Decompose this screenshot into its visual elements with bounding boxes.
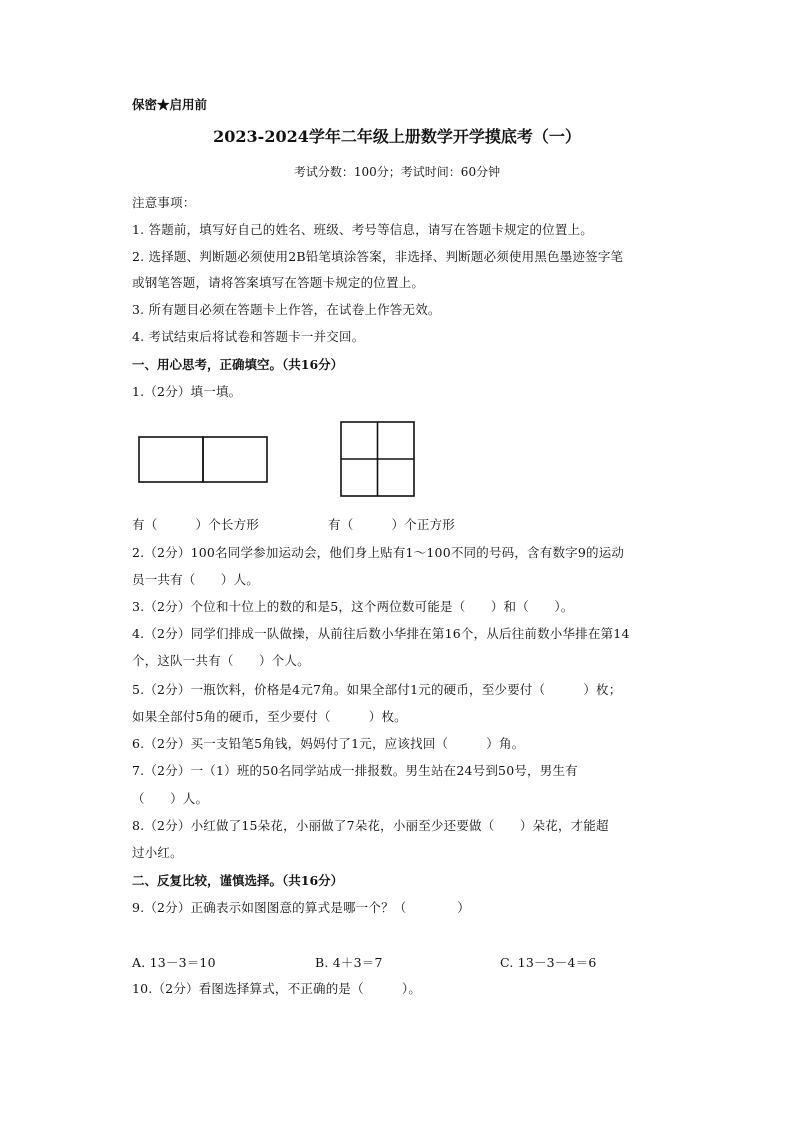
q9-option-b: B. 4＋3＝7 (315, 955, 383, 970)
exam-info: 考试分数：100分；考试时间：60分钟 (293, 165, 501, 179)
question-5-line-1: 5.（2分）一瓶饮料，价格是4元7角。如果全部付1元的硬币，至少要付（ ）枚； (132, 682, 622, 697)
confidential-label: 保密★启用前 (132, 97, 208, 112)
q9-option-a: A. 13－3＝10 (132, 955, 216, 970)
q9-option-c: C. 13－3－4＝6 (500, 955, 597, 970)
question-8-line-2: 过小红。 (132, 845, 183, 860)
note-2-line-1: 2. 选择题、判断题必须使用2B铅笔填涂答案，非选择、判断题必须使用黑色墨迹签字笔 (132, 249, 624, 264)
note-2-line-2: 或钢笔答题，请将答案填写在答题卡规定的位置上。 (132, 275, 425, 290)
question-9: 9.（2分）正确表示如图图意的算式是哪一个？（ ） (132, 900, 470, 915)
question-3: 3.（2分）个位和十位上的数的和是5，这个两位数可能是（ ）和（ ）。 (132, 599, 574, 614)
question-2-line-1: 2.（2分）100名同学参加运动会，他们身上贴有1～100不同的号码，含有数字9的运动 (132, 545, 625, 560)
q1-square-count-blank: 有（ ）个正方形 (328, 517, 456, 532)
question-1: 1.（2分）填一填。 (132, 384, 242, 399)
question-4-line-1: 4.（2分）同学们排成一队做操，从前往后数小华排在第16个，从后往前数小华排在第14 (132, 626, 630, 641)
question-5-line-2: 如果全部付5角的硬币，至少要付（ ）枚。 (132, 709, 407, 724)
question-7-line-1: 7.（2分）一（1）班的50名同学站成一排报数。男生站在24号到50号，男生有 (132, 763, 578, 778)
question-10: 10.（2分）看图选择算式，不正确的是（ ）。 (132, 981, 422, 996)
notes-heading: 注意事项： (132, 195, 196, 210)
q1-rectangle-count-blank: 有（ ）个长方形 (132, 517, 260, 532)
section-1-heading: 一、用心思考，正确填空。（共16分） (132, 357, 344, 372)
note-1: 1. 答题前，填写好自己的姓名、班级、考号等信息，请写在答题卡规定的位置上。 (132, 222, 594, 237)
two-rectangles-figure (138, 436, 270, 484)
question-8-line-1: 8.（2分）小红做了15朵花，小丽做了7朵花，小丽至少还要做（ ）朵花，才能超 (132, 818, 609, 833)
note-3: 3. 所有题目必须在答题卡上作答，在试卷上作答无效。 (132, 302, 441, 317)
question-4-line-2: 个，这队一共有（ ）个人。 (132, 653, 310, 668)
question-7-line-2: （ ）人。 (132, 791, 209, 806)
rectangle-right (203, 437, 267, 482)
exam-title: 2023-2024学年二年级上册数学开学摸底考（一） (213, 127, 581, 146)
question-2-line-2: 员一共有（ ）人。 (132, 572, 260, 587)
section-2-heading: 二、反复比较，谨慎选择。（共16分） (132, 873, 344, 888)
square-grid-figure (340, 421, 416, 498)
question-6: 6.（2分）买一支铅笔5角钱，妈妈付了1元，应该找回（ ）角。 (132, 736, 525, 751)
rectangle-left (139, 437, 203, 482)
note-4: 4. 考试结束后将试卷和答题卡一并交回。 (132, 329, 365, 344)
